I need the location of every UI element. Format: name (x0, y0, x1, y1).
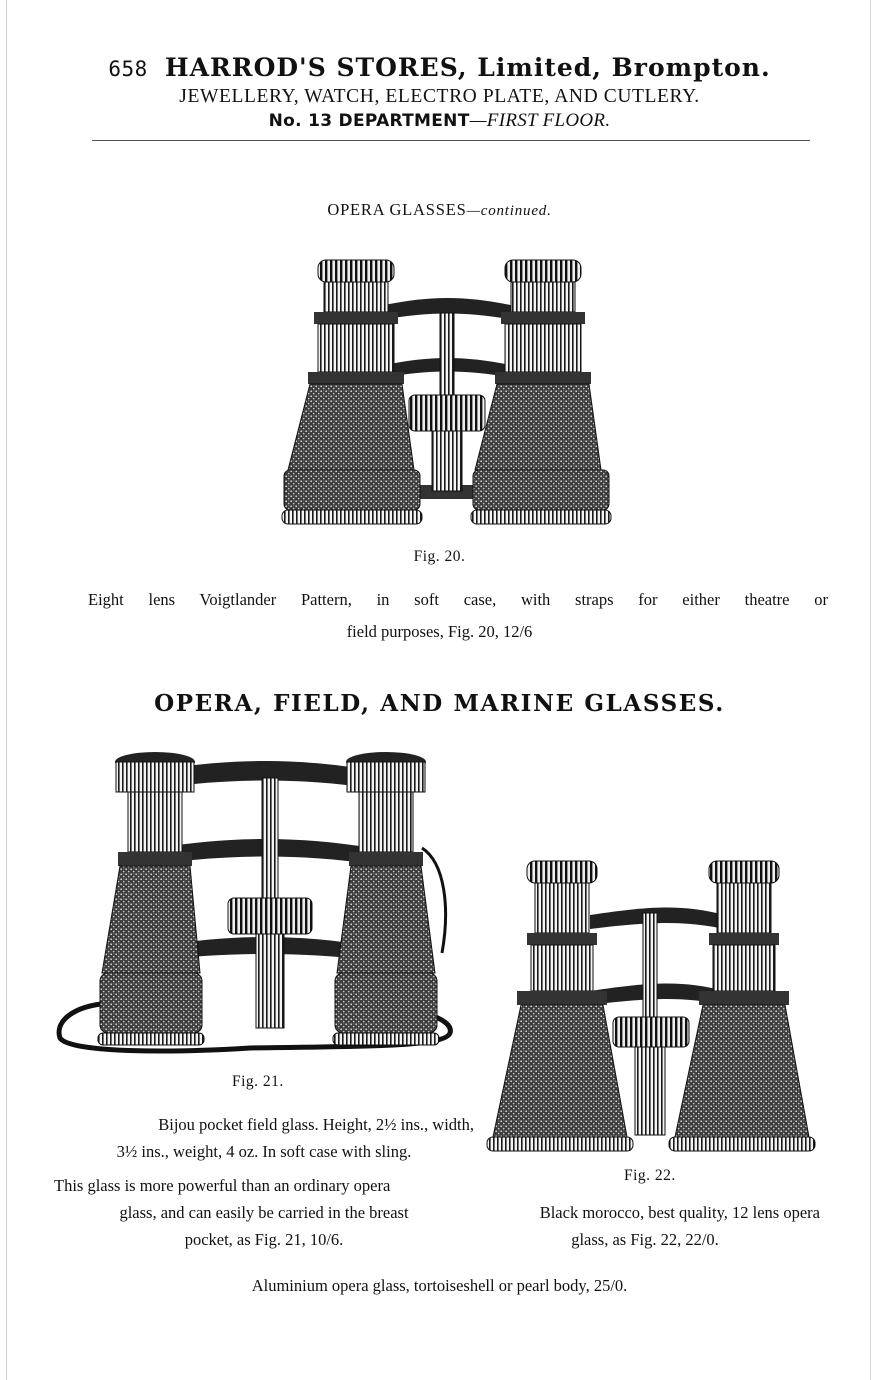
fig-20-description-line1: Eight lens Voigtlander Pattern, in soft case, with straps for either theatre or (88, 590, 828, 609)
fig-21-description-line1: Bijou pocket field glass. Height, 2½ ins., width, (158, 1115, 474, 1134)
section-title-text: OPERA GLASSES (327, 200, 467, 219)
fig-22-description-line2: glass, as Fig. 22, 22/0. (571, 1230, 719, 1249)
page-number: 658 (108, 57, 148, 81)
section-continued: —continued. (466, 203, 552, 219)
floor-label: —FIRST FLOOR. (469, 110, 611, 131)
fig-21-description-line2: 3½ ins., weight, 4 oz. In soft case with sling. (116, 1142, 412, 1161)
header-rule (92, 140, 810, 141)
footer-note: Aluminium opera glass, tortoiseshell or pearl body, 25/0. (251, 1276, 628, 1295)
fig-21-label: Fig. 21. (232, 1073, 284, 1090)
fig-21-description-line3: This glass is more powerful than an ordinary opera (54, 1176, 391, 1195)
fig-20-label: Fig. 20. (413, 548, 466, 565)
section-title (0, 200, 879, 220)
fig-21-description-line5: pocket, as Fig. 21, 10/6. (184, 1230, 344, 1249)
store-name: HARROD'S STORES, Limited, Brompton. (165, 53, 771, 82)
header-subtitle: JEWELLERY, WATCH, ELECTRO PLATE, AND CUTLERY. (179, 86, 700, 107)
fig-21-illustration (50, 748, 470, 1068)
fig-20-description-line2: field purposes, Fig. 20, 12/6 (346, 622, 533, 641)
section-heading: OPERA, FIELD, AND MARINE GLASSES. (154, 690, 725, 717)
page-header (0, 52, 879, 83)
fig-22-label: Fig. 22. (624, 1167, 676, 1184)
fig-22-description-line1: Black morocco, best quality, 12 lens opera (539, 1203, 820, 1222)
header-department (0, 110, 879, 132)
fig-21-description-line4: glass, and can easily be carried in the breast (119, 1203, 409, 1222)
fig-22-illustration (485, 855, 825, 1165)
department-label: No. 13 DEPARTMENT (268, 111, 470, 131)
fig-20-illustration (280, 255, 615, 535)
